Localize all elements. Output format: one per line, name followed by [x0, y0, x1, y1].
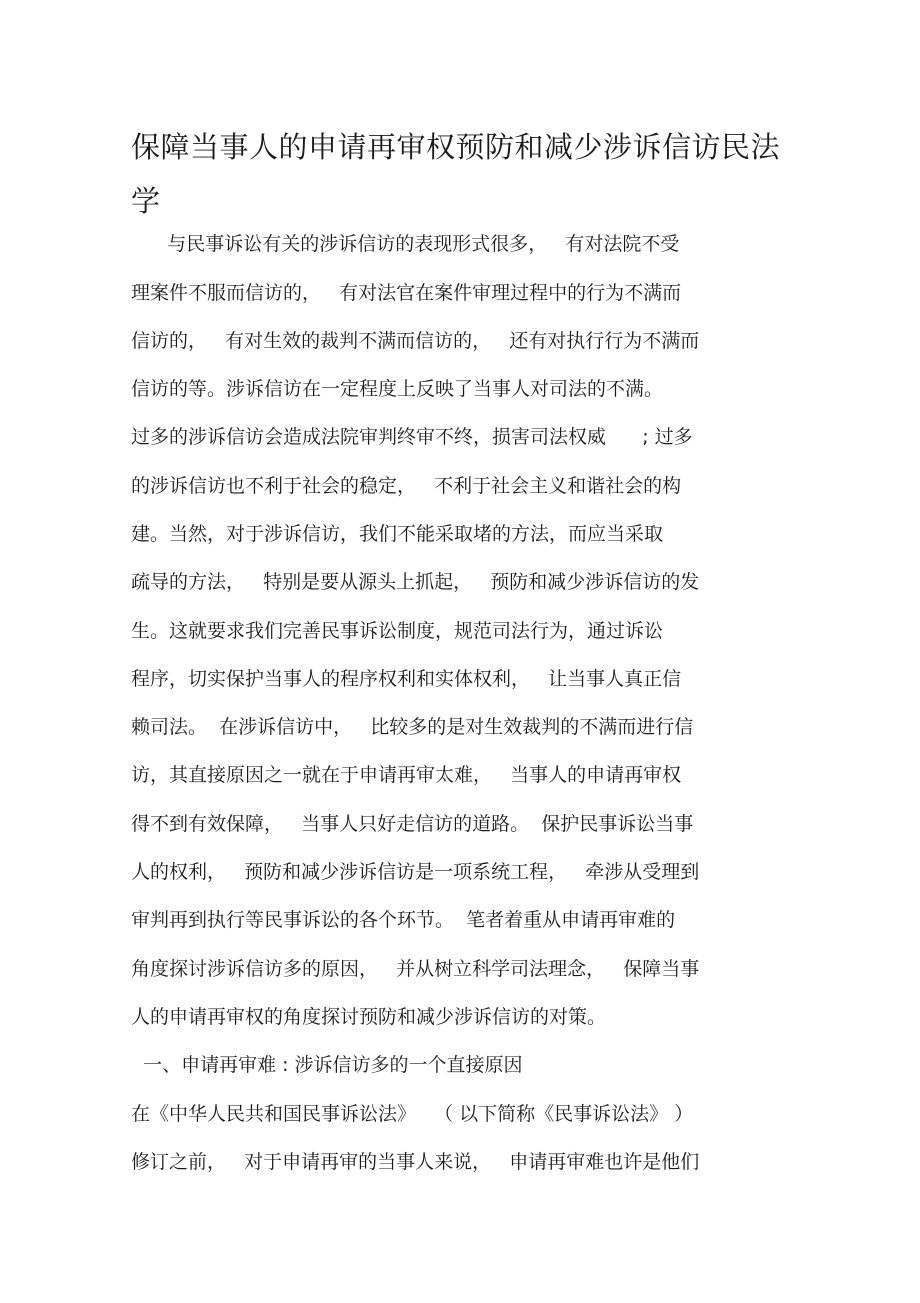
- document-title: 保障当事人的申请再审权预防和减少涉诉信访民法学: [131, 130, 781, 218]
- body-line: 信访的， 有对生效的裁判不满而信访的， 还有对执行行为不满而: [131, 330, 700, 352]
- body-line: 得不到有效保障， 当事人只好走信访的道路。 保护民事诉讼当事: [131, 813, 694, 835]
- body-line: 在《中华人民共和国民事诉讼法》 （ 以下简称《民事诉讼法》 ）: [131, 1103, 694, 1125]
- body-line: 疏导的方法， 特别是要从源头上抓起， 预防和减少涉诉信访的发: [131, 571, 700, 593]
- body-line: 修订之前， 对于申请再审的当事人来说， 申请再审难也许是他们: [131, 1151, 700, 1173]
- body-line: 过多的涉诉信访会造成法院审判终审不终，损害司法权威 ; 过多: [131, 426, 693, 448]
- body-line: 角度探讨涉诉信访多的原因， 并从树立科学司法理念， 保障当事: [131, 958, 700, 980]
- body-line: 生。这就要求我们完善民事诉讼制度，规范司法行为，通过诉讼: [131, 620, 664, 642]
- body-line: 人的权利， 预防和减少涉诉信访是一项系统工程， 牵涉从受理到: [131, 861, 700, 883]
- body-line: 理案件不服而信访的， 有对法官在案件审理过程中的行为不满而: [131, 282, 682, 304]
- body-line: 与民事诉讼有关的涉诉信访的表现形式很多， 有对法院不受: [131, 233, 680, 255]
- body-line: 人的申请再审权的角度探讨预防和减少涉诉信访的对策。: [131, 1006, 607, 1028]
- body-line: 的涉诉信访也不利于社会的稳定， 不利于社会主义和谐社会的构: [131, 475, 682, 497]
- body-line: 赖司法。 在涉诉信访中， 比较多的是对生效裁判的不满而进行信: [131, 716, 694, 738]
- section-heading: 一、申请再审难 : 涉诉信访多的一个直接原因: [131, 1054, 523, 1076]
- body-line: 建。当然，对于涉诉信访，我们不能采取堵的方法，而应当采取: [131, 523, 664, 545]
- body-line: 信访的等。涉诉信访在一定程度上反映了当事人对司法的不满。: [131, 378, 664, 400]
- body-line: 审判再到执行等民事诉讼的各个环节。 笔者着重从申请再审难的: [131, 909, 676, 931]
- body-line: 访，其直接原因之一就在于申请再审太难， 当事人的申请再审权: [131, 764, 682, 786]
- body-line: 程序，切实保护当事人的程序权利和实体权利， 让当事人真正信: [131, 668, 682, 690]
